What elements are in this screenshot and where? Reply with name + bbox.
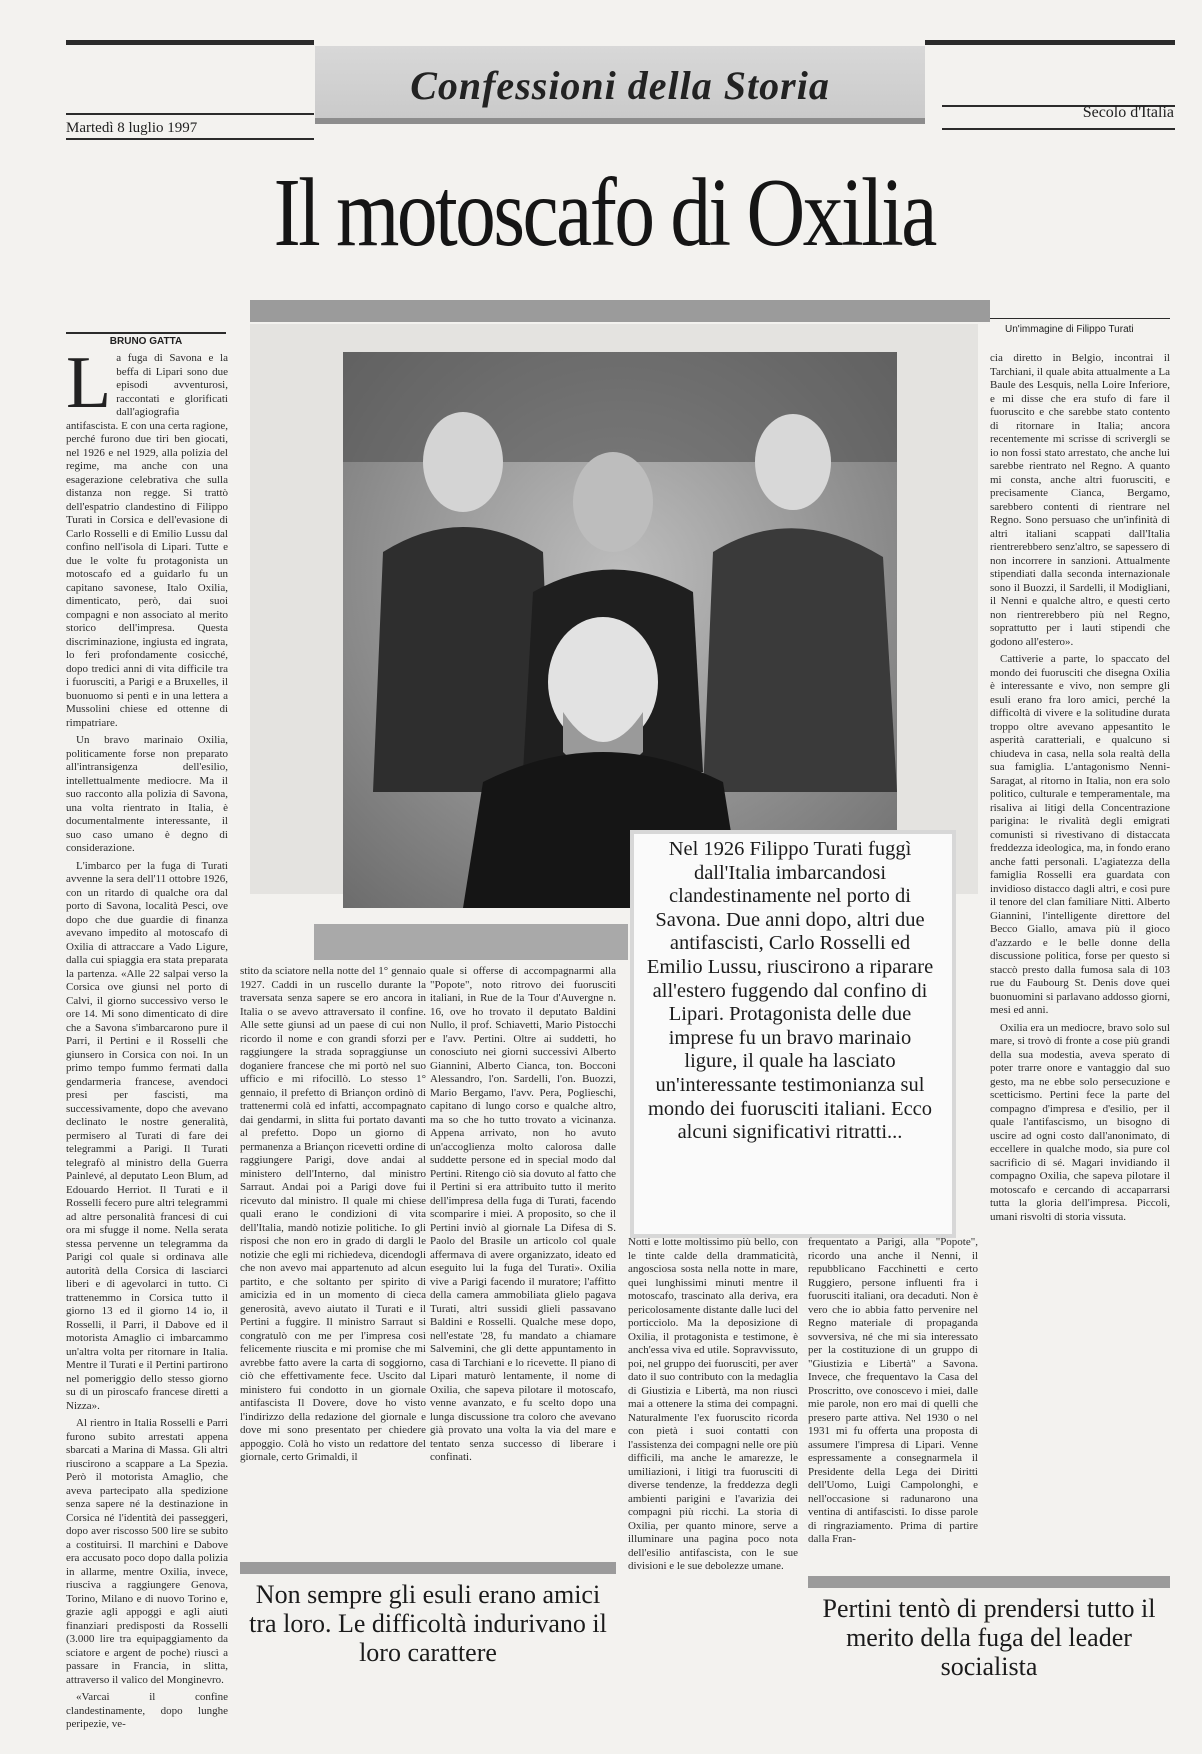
top-rule-left xyxy=(66,40,314,45)
newspaper-name: Secolo d'Italia xyxy=(1082,104,1174,121)
pullquote-text: Nel 1926 Filippo Turati fuggì dall'Italia imbarcandosi clandestinamente nel porto di Savona. Due anni dopo, altri due antifascisti, Carlo Rosselli ed Emilio Lussu, riuscirono a riparare all'estero fuggendo dal confino di Lipari. Protagonista delle due imprese fu un bravo marinaio ligure, il quale ha lasciato un'interessante testimonianza sul mondo dei fuorusciti italiani. Ecco alcuni significativi ritratti... xyxy=(646,838,934,1144)
lead-paragraph: a fuga di Savona e la beffa di Lipari sono due episodi avventurosi, raccontati e glorificati dall'agiografia antifascista. E con una certa ragione, perché furono due tiri ben giocati, nel 1926 e nel 1929, alla polizia del regime, ma anche con una esagerazione celebrativa che sulla distanza non regge. Si trattò dell'espatrio clandestino di Filippo Turati in Corsica e dell'evasione di Carlo Rosselli e di Emilio Lussu dal confino nell'isola di Lipari. Tutte e due le volte fu protagonista un motoscafo ed a guidarlo fu un capitano savonese, Italo Oxilia, dimenticato, però, dai suoi compagni e non associato al merito storico dell'impresa. Questa discriminazione, ingiusta ed ingrata, lo ferì profondamente cosicché, dopo tredici anni di vita difficile tra i fuorusciti, a Parigi e a Bruxelles, il buonuomo si pentì e in una lettera a Mussolini chiese ed ottenne di rimpatriare. xyxy=(66,352,228,729)
article-headline: Il motoscafo di Oxilia xyxy=(273,159,935,267)
caption-rule xyxy=(990,318,1170,319)
article-column-1 xyxy=(66,342,228,1730)
photo-top-band xyxy=(250,300,990,322)
article-column-3 xyxy=(430,965,616,1545)
banner-underline xyxy=(315,118,925,124)
paragraph: «Varcai il confine clandestinamente, dopo lunghe peripezie, ve- xyxy=(66,1691,228,1730)
subhead-right: Pertini tentò di prendersi tutto il merito della fuga del leader socialista xyxy=(822,1594,1156,1681)
article-column-5 xyxy=(808,1236,978,1571)
top-rule-right xyxy=(925,40,1175,45)
section-banner xyxy=(315,46,925,124)
paper-underline xyxy=(942,128,1175,130)
byline: BRUNO GATTA xyxy=(109,336,183,347)
article-column-6 xyxy=(990,352,1170,1572)
paragraph: quale si offerse di accompagnarmi alla "Popote", noto ritrovo dei fuorusciti italiani, in Rue de la Tour d'Auvergne n. 16, ove ho trovato il deputato Baldini Nullo, il prof. Schiavetti, Mario Pistocchi e l'avv. Pertini. Oltre ai suddetti, ho conosciuto nei giorni successivi Alberto Giannini, Alberto Cianca, ton. Bocconi Alessandro, l'on. Sardelli, l'on. Buozzi, Mario Bergamo, l'avv. Pera, Poglieschi, capitano di lungo corso e qualche altro, ma so che ho tutto trovato a vicinanza. Appena arrivato, non ho avuto un'accoglienza molto calorosa dalle suddette persone ed in special modo dal Pertini. Ritengo ciò sia dovuto al fatto che il Pertini si era attribuito tutto il merito dell'impresa della fuga di Turati, facendo scomparire i miei. A proposito, so che il Pertini inviò al giornale La Difesa di S. Paolo del Brasile un articolo col quale affermava di avere organizzato, ideato ed eseguito lui la fuga del Turati». Oxilia vive a Parigi facendo il muratore; l'affitto della camera ammobiliata glielo pagava Turati, altri sussidi glieli passavano Baldini e Rosselli. Qualche mese dopo, nell'estate '28, fu mandato a chiamare Salvemini, che gli dette appuntamento in casa di Tarchiani e lo ricevette. Il piano di Lipari maturò lentamente, il nome di Oxilia, che sapeva pilotare il motoscafo, venne avanzato, e fu scelto dopo una lunga discussione tra coloro che avevano già provato una volta la via del mare e tentato senza successo di liberare i confinati. xyxy=(430,965,616,1463)
section-title: Confessioni della Storia xyxy=(410,62,830,108)
drop-cap: L xyxy=(66,342,112,424)
subhead-right-band xyxy=(808,1576,1170,1588)
paragraph: Al rientro in Italia Rosselli e Parri furono subito arrestati appena sbarcati a Marina di Massa. Gli altri riuscirono a scappare a La Spezia. Però il motorista Amaglio, che aveva partecipato alla spedizione senza sapere né la destinazione in Corsica né l'identità dei passeggeri, dopo aver riscosso 500 lire se subito a costituirsi. Il marchini e Dabove era accusato poco dopo dalla polizia in allarme, mentre Oxilia, invece, riusciva a raggiungere Genova, Torino, Milano e di nuovo Torino e, grazie agli appoggi e agli aiuti finanziari predisposti da Rosselli (3.000 lire tra equipaggiamento da sciatore e argent de poche) riuscì a passare in Francia, in slitta, attraverso il valico del Monginevro. xyxy=(66,1417,228,1686)
section-tab xyxy=(314,924,628,960)
issue-date: Martedì 8 luglio 1997 xyxy=(66,120,198,136)
paragraph: cia diretto in Belgio, incontrai il Tarchiani, il quale abita attualmente a La Baule des Lesquis, nella Loire Inferiore, e mi disse che era stufo di fare il fuoruscito e che sarebbe stato contento di ritornare in Italia; ancora recentemente mi scrisse di scrivergli se io non fossi stato arrestato, che anche lui sarebbe rientrato nel Regno. A quanto mi consta, anche altri fuorusciti, e precisamente Cianca, Bergamo, sarebbero contenti di rientrare nel Regno. Sono persuaso che un'infinità di altri italiani scappati dall'Italia rientrerebbero senz'altro, se sapessero di non incorrere in sanzioni. Attualmente stipendiati dalla seconda internazionale sono il Buozzi, il Sardelli, il Modigliani, il Nenni e qualche altro, e questi certo non rientrerebbero più nel Regno, soprattutto per i lauti stipendi che godono all'estero». xyxy=(990,352,1170,648)
group-portrait-photo xyxy=(343,352,897,908)
paragraph: Un bravo marinaio Oxilia, politicamente forse non preparato all'intransigenza dell'esilio, intellettualmente mediocre. Ma il suo racconto alla polizia di Savona, una volta rientrato in Italia, è documentalmente interessante, il suo caso umano è degno di considerazione. xyxy=(66,734,228,854)
paragraph: frequentato a Parigi, alla "Popote", ricordo una anche il Nenni, il repubblicano Facchinetti e certo Ruggiero, persone influenti fra i fuorusciti italiani, ora decaduti. Non è vero che io abbia fatto pervenire nel Regno materiale di propaganda sovversiva, né che mi sia interessato per la costituzione di un gruppo di "Giustizia e Libertà" a Savona. Invece, che frequentavo la Casa del Proscritto, ove conoscevo i miei, dalle mie parole, non ero mai di quelli che presero parte attiva. Nel 1930 o nel 1931 mi fu offerta una proposta di assumere l'impresa di Lipari. Venne espressamente a consegnarmela il Presidente della Lega dei Diritti dell'Uomo, Luigi Campolonghi, e nell'occasione si radunarono una ventina di antifascisti. Io disse parole di ringraziamento. Prima di partire dalla Fran- xyxy=(808,1236,978,1545)
date-underline xyxy=(66,138,314,140)
subhead-left-band xyxy=(240,1562,616,1574)
paragraph: L'imbarco per la fuga di Turati avvenne la sera dell'11 ottobre 1926, con un ritardo di qualche ora dal porto di Savona, località Pesci, ove dopo che due guardie di finanza avevano impedito al motoscafo di Oxilia di attraccare a Vado Ligure, dalla cui spiaggia era stata preparata la partenza. «Alle 22 salpai verso la Corsica ove giunsi nel porto di Calvi, il giorno successivo verso le ore 14. Mi sono dimenticato di dire che a Savona s'imbarcarono pure il Parri, il Pertini e il Rosselli che giunsero in Corsica con noi. In un primo tempo fummo fermati dalla gendarmeria francese, avendoci presi per fascisti, ma successivamente, dopo che avevano declinato le nostre generalità, permisero al Turati di fare dei telegrammi a Parigi. Il Turati telegrafò al ministro della Guerra Painlevé, al deputato Leon Blum, ad Edouardo Herriot. Il Turati e il Rosselli fecero pure altri telegrammi ad altre personalità francesi di cui ora mi sfugge il nome. Nella serata stessa pervenne un telegramma da Parigi col quale si ordinava alle autorità della Corsica di lasciarci liberi e di agevolarci in tutto. Ci trattenemmo in Corsica tutto il giorno 13 ed il giorno 14 io, il Rosselli, il Parri, il Dabove ed il motorista Amaglio ci imbarcammo un'altra volta per ritornare in Italia. Mentre il Turati e il Pertini partirono nel pomeriggio dello stesso giorno su di un piroscafo francese diretti a Nizza». xyxy=(66,859,228,1412)
photo-caption: Un'immagine di Filippo Turati xyxy=(1005,324,1134,335)
dateline-rule-left xyxy=(66,113,314,115)
paragraph: Cattiverie a parte, lo spaccato del mondo dei fuorusciti che disegna Oxilia è interessante e vivo, non sempre gli esuli erano fra loro amici, perché la difficoltà di vivere e la solitudine durata troppo oltre avevano appesantito le asperità caratteriali, e qualcuno si chiudeva in casa, nella sola realtà della sua famiglia. L'antagonismo Nenni-Saragat, al ritorno in Italia, non era solo politico, culturale e temperamentale, ma risaliva ai litigi della Concentrazione parigina: le rivalità degli emigrati comunisti si rivestivano di distaccata freddezza ideologica, ma, in fondo erano anche fatti personali. L'agiatezza della famiglia Rosselli era guardata con invidioso distacco dagli altri, e così pure il tenore del clan familiare Nitti. Alberto Giannini, l'intelligente direttore del Becco Giallo, amava più il gioco d'azzardo e le belle donne della discussione politica, forse per questo si staccò presto dalla fumosa sala di 103 rue du Faubourg St. Denis dove quei buonuomini si parlavano addosso giorni, mesi ed anni. xyxy=(990,653,1170,1016)
article-column-2 xyxy=(240,965,426,1545)
paragraph: Oxilia era un mediocre, bravo solo sul mare, si trovò di fronte a cose più grandi della sua modestia, aveva sperato di poter trarre onore e vantaggio dal suo gesto, ma ne ebbe solo persecuzione e scetticismo. Pertini fece la parte del compagno d'impresa e d'esilio, per il quale l'antifascismo, un bisogno di uscire ad ogni costo dall'anonimato, di eccellere in qualche modo, sia pure col sacrificio di sé. Magari invidiando il compagno Oxilia, che sapeva pilotare il motoscafo e cercando di accaparrarsi tutta la gloria dell'impresa. Piccoli, umani risvolti di storia vissuta. xyxy=(990,1021,1170,1223)
byline-rule xyxy=(66,332,226,334)
paragraph: stito da sciatore nella notte del 1° gennaio 1927. Caddi in un ruscello durante la traversata senza sapere se ero ancora in Italia o se avevo attraversato il confine. Alle sette giunsi ad un paese di cui non ricordo il nome e con grandi sforzi per raggiungere la strada sopraggiunse un doganiere francese che mi portò nel suo ufficio e mi rifocillò. Lo stesso 1° gennaio, il prefetto di Briançon ordinò di trattenermi colà ed infatti, accompagnato dai gendarmi, in slitta fui portato davanti al prefetto. Dopo un giorno di permanenza a Briançon ricevetti ordine di raggiungere Parigi, dove andai al ministero dell'Interno, dal ministro Sarraut. Andai poi a Parigi dove fui ricevuto dal ministro. Il quale mi chiese quali erano le condizioni di vita dell'Italia, mandò notizie politiche. Io gli risposi che non ero in grado di dargli le notizie che egli mi richiedeva, dicendogli che non avevo mai appartenuto ad alcun partito, e che soltanto per spirito di amicizia ed in un momento di cieca generosità, avevo aiutato il Turati e il Pertini a fuggire. Il ministro Sarraut si congratulò con me per l'impresa così felicemente riuscita e mi promise che mi avrebbe fatto avere la carta di soggiorno, ciò che effettivamente fece. Uscito dal ministero fui condotto in un giornale antifascista Il Dovere, dove ho visto l'indirizzo della redazione del giornale e dove mi sono presentato per chiedere appoggio. Colà ho visto un redattore del giornale, certo Grimaldi, il xyxy=(240,965,426,1463)
article-column-4 xyxy=(628,1236,798,1691)
paragraph: Notti e lotte moltissimo più bello, con le tinte calde della drammaticità, angosciosa sosta nella notte in mare, quei lunghissimi minuti mentre il motoscafo, trascinato alla deriva, era pericolosamente distante dalle luci del porticciolo. Ma la deposizione di Oxilia, il protagonista e testimone, è anch'essa viva ed utile. Sopravvissuto, poi, nel gruppo dei fuorusciti, per aver dato il suo contributo con la medaglia di Giustizia e Libertà, ma non riuscì mai a ottenere la stima dei compagni. Naturalmente l'ex fuoruscito ricorda con pietà i suoi contatti con l'assistenza dei compagni nelle ore più difficili, ma anche le amarezze, le umiliazioni, i litigi tra fuorusciti di diverse tendenze, la freddezza degli ambienti parigini e l'avarizia dei compagni più ricchi. La storia di Oxilia, per quanto minore, serve a illuminare una pagina poco nota dell'esilio antifascista, con le sue divisioni e le sue debolezze umane. xyxy=(628,1236,798,1572)
subhead-left: Non sempre gli esuli erano amici tra loro. Le difficoltà indurivano il loro carattere xyxy=(249,1580,607,1667)
